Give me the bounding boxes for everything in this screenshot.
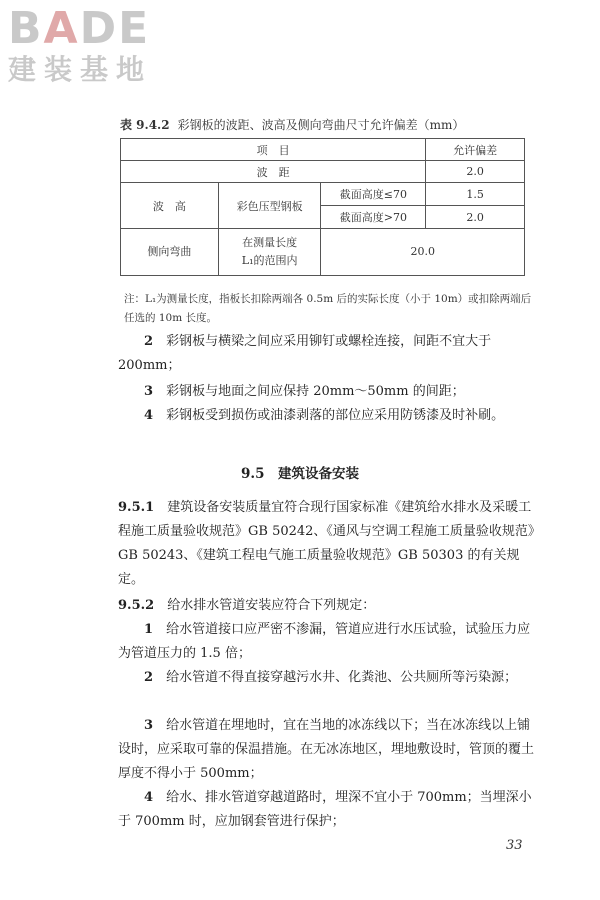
clause-9-5-1: 9.5.1 建筑设备安装质量宜符合现行国家标准《建筑给水排水及采暖工程施工质量验收规范》GB 50242、《通风与空调工程施工质量验收规范》GB 50243、《建筑工程电气施工质量验收规范》GB 50303 的有关规定。 xyxy=(118,500,535,587)
header-item: 项 目 xyxy=(121,139,426,161)
steel-type-label: 彩色压型钢板 xyxy=(218,183,321,229)
watermark-brand-cn: 建装基地 xyxy=(8,53,153,86)
header-tolerance: 允许偏差 xyxy=(426,139,525,161)
section-title: 建筑设备安装 xyxy=(278,466,359,482)
watermark-logo xyxy=(8,3,153,86)
measure-line-2: L₁的范围内 xyxy=(241,254,298,267)
wave-distance-value: 2.0 xyxy=(426,161,525,183)
list-item: 2 给水管道不得直接穿越污水井、化粪池、公共厕所等污染源； xyxy=(144,670,518,685)
list-item: 3 给水管道在埋地时，宜在当地的冰冻线以下；当在冰冻线以上铺设时，应采取可靠的保温措施。在无冰冻地区，埋地敷设时，管顶的覆土厚度不得小于 500mm； xyxy=(118,718,535,781)
tolerance-table xyxy=(120,138,525,276)
wave-height-label: 波 高 xyxy=(121,183,219,229)
list-item: 2 彩钢板与横梁之间应采用铆钉或螺栓连接，间距不宜大于 200mm； xyxy=(118,334,492,373)
section-gt-value: 2.0 xyxy=(426,206,525,229)
wave-distance-label: 波 距 xyxy=(121,161,426,183)
section-number: 9.5 xyxy=(241,466,265,482)
list-item: 4 彩钢板受到损伤或油漆剥落的部位应采用防锈漆及时补刷。 xyxy=(144,408,505,423)
measure-range-cell xyxy=(218,229,321,276)
section-heading xyxy=(0,462,600,482)
section-le-value: 1.5 xyxy=(426,183,525,206)
table-row xyxy=(121,139,525,161)
table-row xyxy=(121,161,525,183)
table-title: 彩钢板的波距、波高及侧向弯曲尺寸允许偏差（mm） xyxy=(177,118,465,132)
table-row xyxy=(121,183,525,206)
table-caption xyxy=(120,116,464,133)
clause-9-5-2: 9.5.2 给水排水管道安装应符合下列规定： xyxy=(118,598,376,613)
lateral-label: 侧向弯曲 xyxy=(121,229,219,276)
list-item: 3 彩钢板与地面之间应保持 20mm～50mm 的间距； xyxy=(144,384,465,399)
page-number: 33 xyxy=(506,838,523,853)
lateral-value: 20.0 xyxy=(321,229,525,276)
table-row xyxy=(121,229,525,276)
table-number: 表 9.4.2 xyxy=(120,118,170,132)
watermark-brand: BADE xyxy=(8,3,151,54)
list-item: 1 给水管道接口应严密不渗漏，管道应进行水压试验，试验压力应为管道压力的 1.5 倍； xyxy=(118,622,531,661)
list-item: 4 给水、排水管道穿越道路时，埋深不宜小于 700mm；当埋深小于 700mm 时，应加钢套管进行保护； xyxy=(118,790,532,829)
section-gt-label: 截面高度>70 xyxy=(321,206,426,229)
measure-line-1: 在测量长度 xyxy=(242,236,298,249)
section-le-label: 截面高度≤70 xyxy=(321,183,426,206)
table-note: 注：L₁为测量长度，指板长扣除两端各 0.5m 后的实际长度（小于 10m）或扣除两端后任选的 10m 长度。 xyxy=(124,293,532,324)
